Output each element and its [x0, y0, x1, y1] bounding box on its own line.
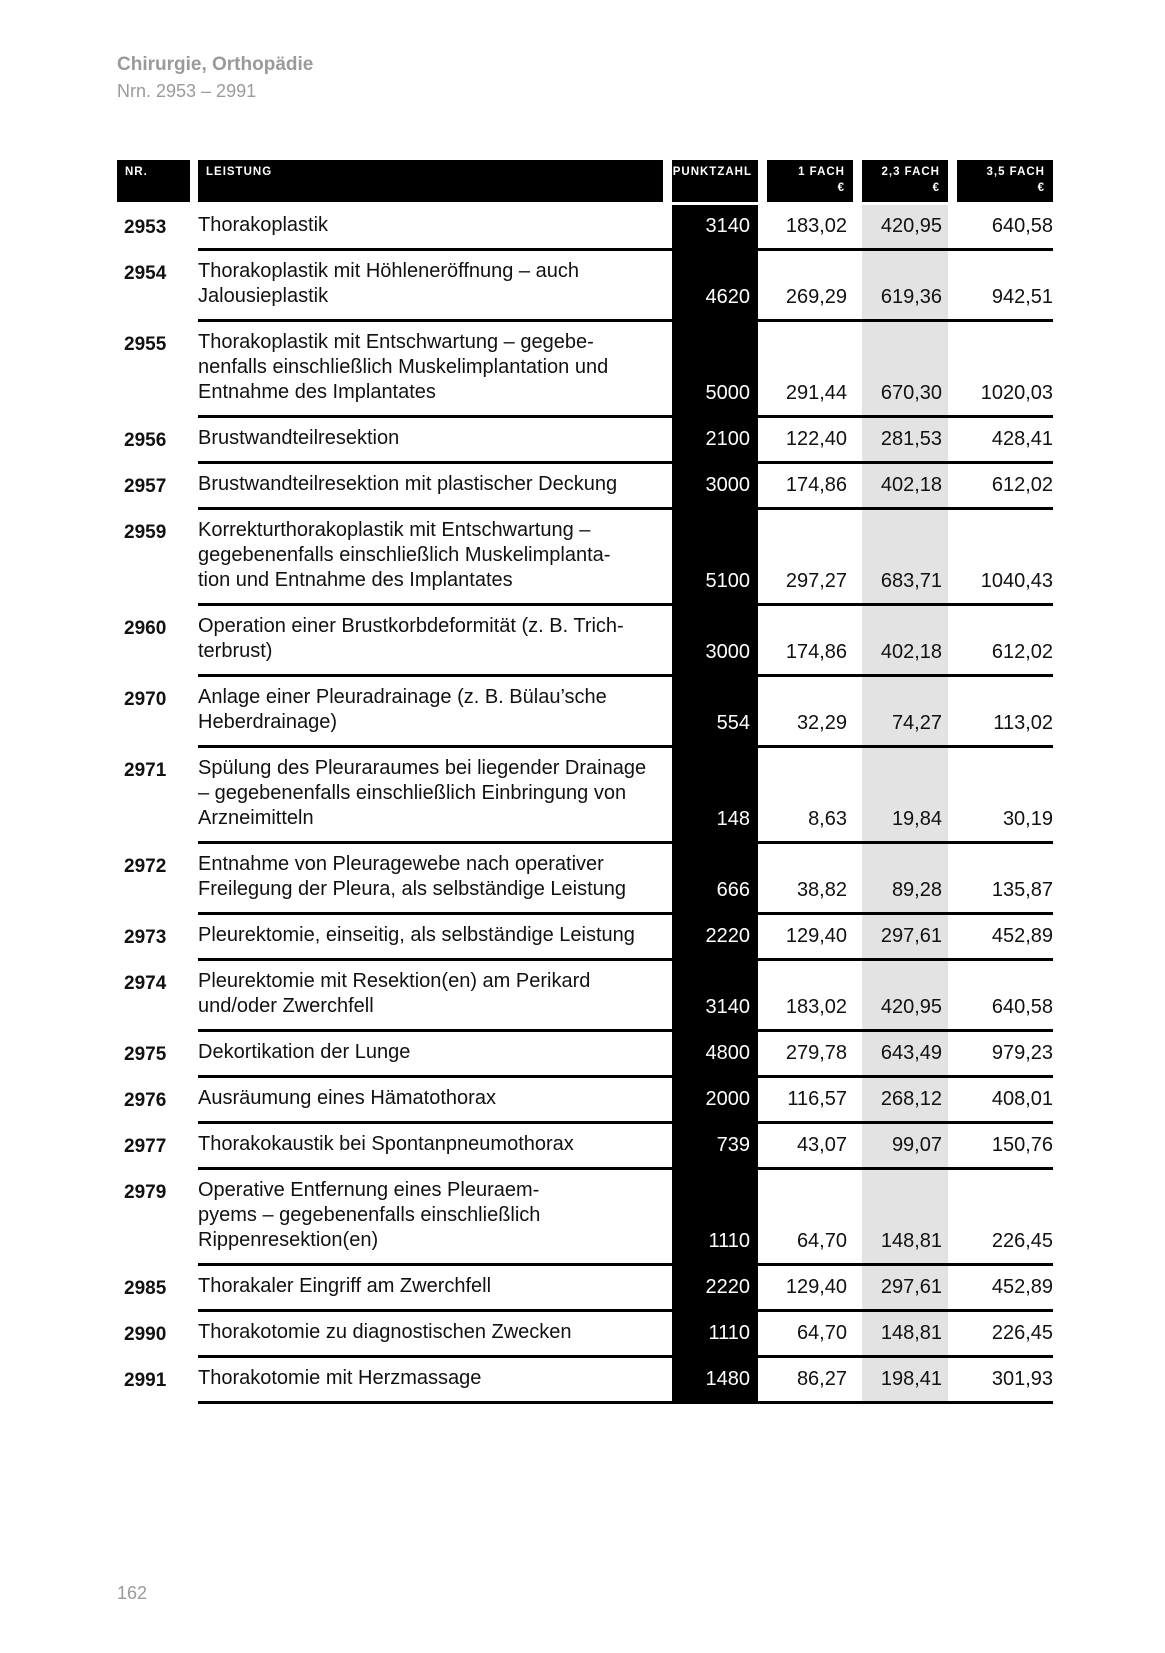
table-row: [117, 1312, 1053, 1358]
table-row: [117, 748, 1053, 844]
row-description: Brustwandteilresektion mit plastischer Deckung: [198, 473, 618, 495]
row-punktzahl: 2220: [705, 925, 750, 947]
row-fee-3-5-fach: 428,41: [991, 428, 1053, 450]
row-description: Pleurektomie mit Resektion(en) am Perikard und/oder Zwerchfell: [198, 970, 591, 1017]
row-number: 2975: [124, 1044, 167, 1065]
column-header-punktzahl: PUNKTZAHL: [672, 160, 758, 202]
number-range: Nrn. 2953 – 2991: [117, 81, 257, 101]
row-fee-2-3-fach: 420,95: [880, 215, 942, 237]
table-row: [117, 251, 1053, 322]
column-header-leistung: LEISTUNG: [198, 160, 663, 202]
row-punktzahl: 1480: [705, 1368, 750, 1390]
row-punktzahl: 3000: [705, 474, 750, 496]
row-number: 2971: [124, 760, 167, 781]
row-fee-3-5-fach: 452,89: [991, 1276, 1053, 1298]
row-punktzahl: 5100: [705, 570, 750, 592]
table-row: [117, 844, 1053, 915]
table-row: [117, 961, 1053, 1032]
row-description: Thorakoplastik mit Höhleneröffnung – auch Jalousieplastik: [198, 260, 579, 307]
row-description: Korrekturthorakoplastik mit Entschwartung – gegebenenfalls einschließlich Muskelimplanta- tion und Entnahme des Implantates: [198, 519, 611, 591]
table-row: [117, 1032, 1053, 1078]
row-fee-2-3-fach: 19,84: [891, 808, 942, 830]
row-punktzahl: 739: [716, 1134, 750, 1156]
row-number: 2970: [124, 689, 167, 710]
row-description: Ausräumung eines Hämatothorax: [198, 1087, 496, 1109]
row-fee-1-fach: 129,40: [785, 925, 847, 947]
row-fee-2-3-fach: 619,36: [880, 286, 942, 308]
row-fee-2-3-fach: 89,28: [891, 879, 942, 901]
row-fee-1-fach: 183,02: [785, 996, 847, 1018]
row-number: 2991: [124, 1370, 167, 1391]
row-fee-2-3-fach: 670,30: [880, 382, 942, 404]
row-number: 2976: [124, 1090, 167, 1111]
row-punktzahl: 2220: [705, 1276, 750, 1298]
row-description: Anlage einer Pleuradrainage (z. B. Bülau’sche Heberdrainage): [198, 686, 607, 733]
row-fee-1-fach: 291,44: [785, 382, 847, 404]
table-body: [117, 205, 1053, 1404]
row-number: 2979: [124, 1182, 167, 1203]
row-fee-3-5-fach: 979,23: [991, 1042, 1053, 1064]
row-description: Thorakoplastik mit Entschwartung – gegebe- nenfalls einschließlich Muskelimplantation und Entnahme des Implantates: [198, 331, 609, 403]
table-row: [117, 510, 1053, 606]
page-header: [117, 52, 313, 104]
row-fee-3-5-fach: 1020,03: [980, 382, 1053, 404]
row-description: Thorakokaustik bei Spontanpneumothorax: [198, 1133, 574, 1155]
row-description: Operative Entfernung eines Pleuraem- pyems – gegebenenfalls einschließlich Rippenresektion(en): [198, 1179, 541, 1251]
row-number: 2959: [124, 522, 167, 543]
row-punktzahl: 554: [716, 712, 750, 734]
row-punktzahl: 5000: [705, 382, 750, 404]
row-fee-1-fach: 116,57: [787, 1088, 847, 1110]
row-number: 2990: [124, 1324, 167, 1345]
row-fee-1-fach: 43,07: [796, 1134, 847, 1156]
row-description: Pleurektomie, einseitig, als selbständige Leistung: [198, 924, 635, 946]
row-fee-2-3-fach: 683,71: [880, 570, 942, 592]
row-fee-2-3-fach: 643,49: [880, 1042, 942, 1064]
row-fee-1-fach: 122,40: [785, 428, 847, 450]
row-fee-2-3-fach: 148,81: [880, 1322, 942, 1344]
table-row: [117, 205, 1053, 251]
row-fee-2-3-fach: 402,18: [880, 641, 942, 663]
row-fee-1-fach: 279,78: [785, 1042, 847, 1064]
row-number: 2972: [124, 856, 167, 877]
row-punktzahl: 2100: [705, 428, 750, 450]
row-fee-1-fach: 86,27: [796, 1368, 847, 1390]
row-description: Brustwandteilresektion: [198, 427, 400, 449]
row-fee-1-fach: 129,40: [785, 1276, 847, 1298]
column-header-3-5-fach: 3,5 FACH €: [957, 160, 1053, 202]
row-fee-3-5-fach: 150,76: [991, 1134, 1053, 1156]
table-row: [117, 1170, 1053, 1266]
row-punktzahl: 666: [716, 879, 750, 901]
column-header-2-3-fach: 2,3 FACH €: [862, 160, 948, 202]
row-punktzahl: 3000: [705, 641, 750, 663]
row-fee-1-fach: 38,82: [796, 879, 847, 901]
row-description: Dekortikation der Lunge: [198, 1041, 411, 1063]
row-description: Spülung des Pleuraraumes bei liegender Drainage – gegebenenfalls einschließlich Einbringung von Arzneimitteln: [198, 757, 647, 829]
row-fee-2-3-fach: 281,53: [880, 428, 942, 450]
row-number: 2977: [124, 1136, 167, 1157]
column-header-1-fach: 1 FACH €: [767, 160, 853, 202]
row-fee-3-5-fach: 408,01: [991, 1088, 1053, 1110]
row-fee-1-fach: 183,02: [785, 215, 847, 237]
row-fee-3-5-fach: 113,02: [993, 712, 1053, 734]
row-fee-2-3-fach: 402,18: [880, 474, 942, 496]
row-fee-1-fach: 297,27: [785, 570, 847, 592]
row-fee-3-5-fach: 640,58: [991, 215, 1053, 237]
row-fee-2-3-fach: 148,81: [880, 1230, 942, 1252]
table-row: [117, 915, 1053, 961]
row-fee-3-5-fach: 135,87: [991, 879, 1053, 901]
row-punktzahl: 3140: [705, 996, 750, 1018]
row-description: Thorakaler Eingriff am Zwerchfell: [198, 1275, 492, 1297]
row-fee-3-5-fach: 640,58: [991, 996, 1053, 1018]
row-punktzahl: 148: [716, 808, 750, 830]
table-row: [117, 322, 1053, 418]
page-number: 162: [117, 1583, 148, 1603]
table-row: [117, 606, 1053, 677]
row-punktzahl: 4800: [705, 1042, 750, 1064]
row-fee-3-5-fach: 1040,43: [980, 570, 1053, 592]
table-row: [117, 1078, 1053, 1124]
row-description: Entnahme von Pleuragewebe nach operativer Freilegung der Pleura, als selbständige Leistung: [198, 853, 627, 900]
row-fee-1-fach: 174,86: [785, 474, 847, 496]
row-fee-1-fach: 32,29: [796, 712, 847, 734]
table-row: [117, 464, 1053, 510]
row-fee-1-fach: 269,29: [785, 286, 847, 308]
table-header: [117, 160, 1053, 202]
row-description: Thorakotomie mit Herzmassage: [198, 1367, 482, 1389]
table-row: [117, 1124, 1053, 1170]
row-fee-3-5-fach: 30,19: [1002, 808, 1053, 830]
row-description: Thorakoplastik: [198, 214, 329, 236]
row-number: 2956: [124, 430, 167, 451]
row-description: Thorakotomie zu diagnostischen Zwecken: [198, 1321, 572, 1343]
fee-table: [117, 160, 1053, 1404]
row-fee-2-3-fach: 198,41: [880, 1368, 942, 1390]
row-fee-3-5-fach: 226,45: [991, 1230, 1053, 1252]
row-fee-3-5-fach: 452,89: [991, 925, 1053, 947]
section-title: Chirurgie, Orthopädie: [117, 54, 314, 75]
table-row: [117, 677, 1053, 748]
row-number: 2955: [124, 334, 167, 355]
row-fee-1-fach: 8,63: [808, 808, 847, 830]
table-row: [117, 1358, 1053, 1404]
column-header-nr: NR.: [117, 160, 190, 202]
row-number: 2974: [124, 973, 167, 994]
row-number: 2960: [124, 618, 167, 639]
row-number: 2954: [124, 263, 167, 284]
row-fee-1-fach: 174,86: [785, 641, 847, 663]
row-fee-1-fach: 64,70: [796, 1230, 847, 1252]
row-fee-2-3-fach: 420,95: [880, 996, 942, 1018]
row-punktzahl: 3140: [705, 215, 750, 237]
row-punktzahl: 2000: [705, 1088, 750, 1110]
row-number: 2973: [124, 927, 167, 948]
row-punktzahl: 4620: [705, 286, 750, 308]
table-row: [117, 1266, 1053, 1312]
row-fee-2-3-fach: 99,07: [891, 1134, 942, 1156]
row-fee-2-3-fach: 297,61: [880, 1276, 942, 1298]
row-number: 2957: [124, 476, 167, 497]
row-punktzahl: 1110: [708, 1322, 750, 1344]
row-fee-3-5-fach: 942,51: [991, 286, 1053, 308]
row-fee-1-fach: 64,70: [796, 1322, 847, 1344]
row-punktzahl: 1110: [708, 1230, 750, 1252]
row-fee-3-5-fach: 612,02: [991, 641, 1053, 663]
row-number: 2985: [124, 1278, 167, 1299]
table-row: [117, 418, 1053, 464]
row-fee-3-5-fach: 612,02: [991, 474, 1053, 496]
row-fee-2-3-fach: 268,12: [880, 1088, 942, 1110]
row-fee-2-3-fach: 74,27: [891, 712, 942, 734]
row-number: 2953: [124, 217, 167, 238]
row-description: Operation einer Brustkorbdeformität (z. B. Trich- terbrust): [198, 615, 624, 662]
row-fee-3-5-fach: 301,93: [991, 1368, 1053, 1390]
row-fee-3-5-fach: 226,45: [991, 1322, 1053, 1344]
row-fee-2-3-fach: 297,61: [880, 925, 942, 947]
row-divider: [198, 1401, 1053, 1404]
